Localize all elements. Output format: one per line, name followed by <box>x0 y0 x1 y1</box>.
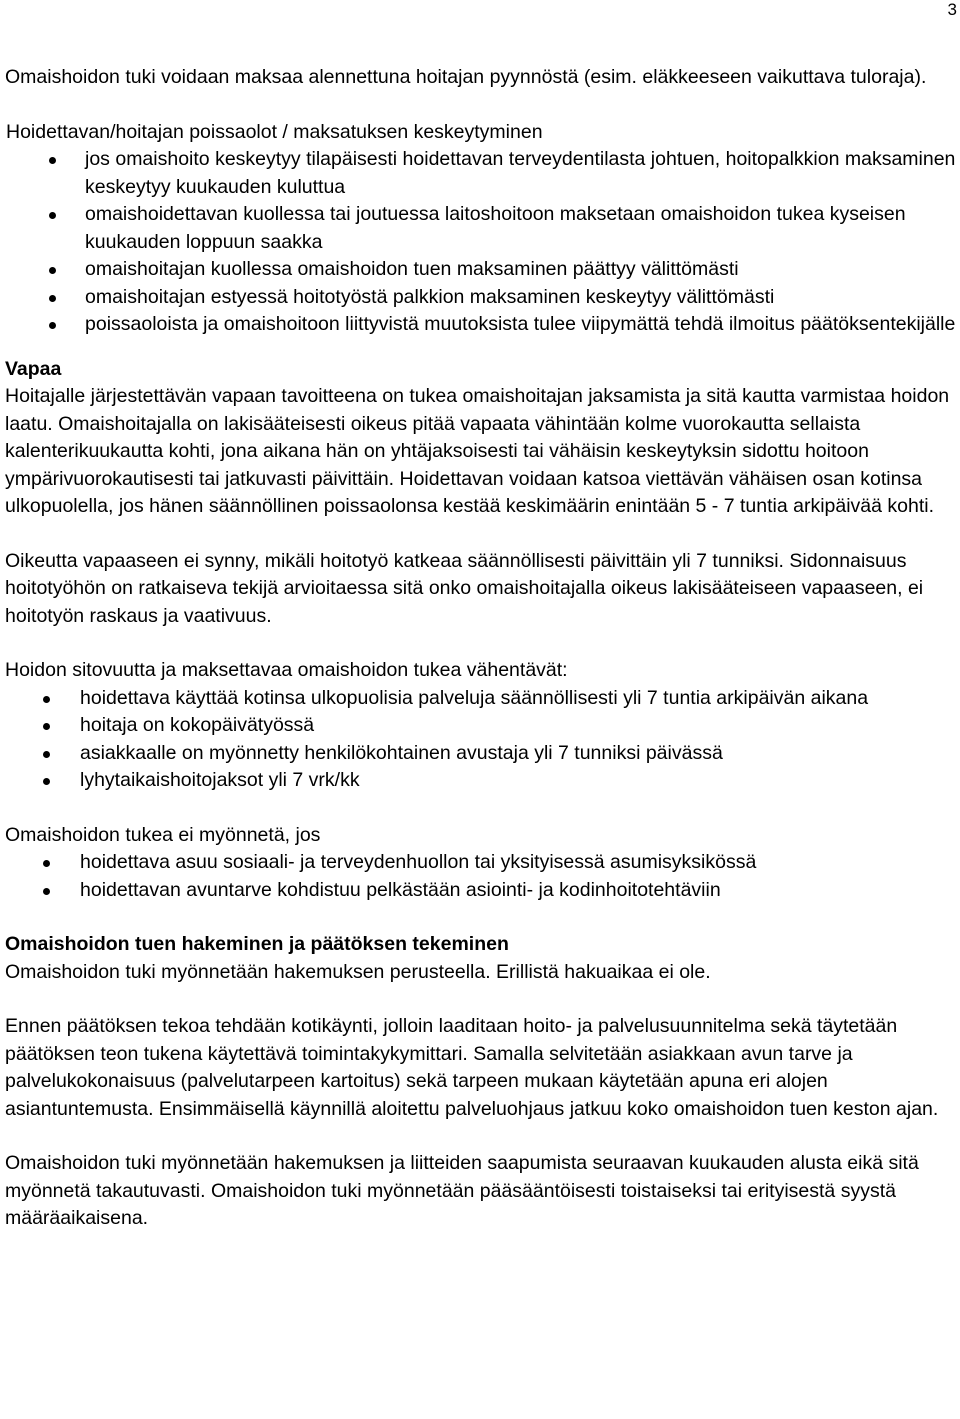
absence-list <box>5 146 960 339</box>
list-item: hoidettava käyttää kotinsa ulkopuolisia palveluja säännöllisesti yli 7 tuntia arkipäivän aikana <box>5 685 960 713</box>
list-item: hoidettava asuu sosiaali- ja terveydenhuollon tai yksityisessä asumisyksikössä <box>5 849 960 877</box>
list-item: omaishoitajan kuollessa omaishoidon tuen maksaminen päättyy välittömästi <box>5 256 960 284</box>
page-number: 3 <box>947 0 957 19</box>
bullet-icon <box>49 212 56 219</box>
list-item: hoitaja on kokopäivätyössä <box>5 712 960 740</box>
applying-paragraph-3: Omaishoidon tuki myönnetään hakemuksen ja liitteiden saapumista seuraavan kuukauden alusta eikä sitä myönnetä takautuvasti. Omaishoidon tuki myönnetään pääsääntöisesti toistaiseksi tai erityisestä syystä määräaikaisena. <box>5 1152 919 1229</box>
vapaa-paragraph-2: Oikeutta vapaaseen ei synny, mikäli hoitotyö katkeaa säännöllisesti päivittäin yli 7 tunniksi. Sidonnaisuus hoitotyöhön on ratkaiseva tekijä arvioitaessa sitä onko omaishoitajalla oikeus lakisääteiseen vapaaseen, ei hoitotyön raskaus ja vaativuus. <box>5 549 924 627</box>
list-item: asiakkaalle on myönnetty henkilökohtainen avustaja yli 7 tunniksi päivässä <box>5 740 960 768</box>
bullet-icon <box>43 888 50 895</box>
bullet-icon <box>43 778 50 785</box>
bullet-icon <box>43 696 50 703</box>
bullet-icon <box>43 723 50 730</box>
list-item: jos omaishoito keskeytyy tilapäisesti hoidettavan terveydentilasta johtuen, hoitopalkkion maksaminen keskeytyy kuukauden kuluttua <box>5 146 960 201</box>
reduce-heading: Hoidon sitovuutta ja maksettavaa omaishoidon tukea vähentävät: <box>5 659 568 681</box>
bullet-icon <box>49 267 56 274</box>
document-body <box>5 64 960 1233</box>
denied-list <box>5 849 960 904</box>
bullet-icon <box>49 295 56 302</box>
list-item: poissaoloista ja omaishoitoon liittyvistä muutoksista tulee viipymättä tehdä ilmoitus päätöksentekijälle <box>5 311 960 339</box>
denied-heading: Omaishoidon tukea ei myönnetä, jos <box>5 823 321 846</box>
list-item: omaishoitajan estyessä hoitotyöstä palkkion maksaminen keskeytyy välittömästi <box>5 284 960 312</box>
applying-heading: Omaishoidon tuen hakeminen ja päätöksen tekeminen <box>5 933 509 955</box>
vapaa-paragraph-1: Hoitajalle järjestettävän vapaan tavoitteena on tukea omaishoitajan jaksamista ja sitä kautta varmistaa hoidon laatu. Omaishoitajalla on lakisääteisesti oikeus pitää vapaata vähintään kolme vuorokautta sellaista kalenterikuukautta kohti, jona aikana hän on yhtäjaksoisesti tai vähäisin keskeytyksin sidottu hoitoon ympärivuorokautisesti tai jatkuvasti päivittäin. Hoidettavan voidaan katsoa viettävän vähäisen osan kotinsa ulkopuolella, jos hänen säännöllinen poissaolonsa kestää keskimäärin enintään 5 - 7 tuntia arkipäivää kohti. <box>5 385 950 517</box>
applying-paragraph-1: Omaishoidon tuki myönnetään hakemuksen perusteella. Erillistä hakuaikaa ei ole. <box>5 960 711 983</box>
list-item: hoidettavan avuntarve kohdistuu pelkästään asiointi- ja kodinhoitotehtäviin <box>5 877 960 905</box>
bullet-icon <box>49 157 56 164</box>
intro-paragraph: Omaishoidon tuki voidaan maksaa alennettuna hoitajan pyynnöstä (esim. eläkkeeseen vaikuttava tuloraja). <box>5 66 927 88</box>
vapaa-heading: Vapaa <box>5 357 62 380</box>
list-item: omaishoidettavan kuollessa tai joutuessa laitoshoitoon maksetaan omaishoidon tukea kyseisen kuukauden loppuun saakka <box>5 201 960 256</box>
reduce-list <box>5 685 960 795</box>
applying-paragraph-2: Ennen päätöksen tekoa tehdään kotikäynti, jolloin laaditaan hoito- ja palvelusuunnitelma sekä täytetään päätöksen teon tukena käytettävä toimintakykymittari. Samalla selvitetään asiakkaan avun tarve ja palvelukokonaisuus (palvelutarpeen kartoitus) sekä tarpeen mukaan käytetään apuna eri alojen asiantuntemusta. Ensimmäisellä käynnillä aloitettu palveluohjaus jatkuu koko omaishoidon tuen keston ajan. <box>5 1015 939 1120</box>
absence-heading: Hoidettavan/hoitajan poissaolot / maksatuksen keskeytyminen <box>6 120 543 143</box>
bullet-icon <box>49 322 56 329</box>
bullet-icon <box>43 860 50 867</box>
list-item: lyhytaikaishoitojaksot yli 7 vrk/kk <box>5 767 960 795</box>
bullet-icon <box>43 751 50 758</box>
